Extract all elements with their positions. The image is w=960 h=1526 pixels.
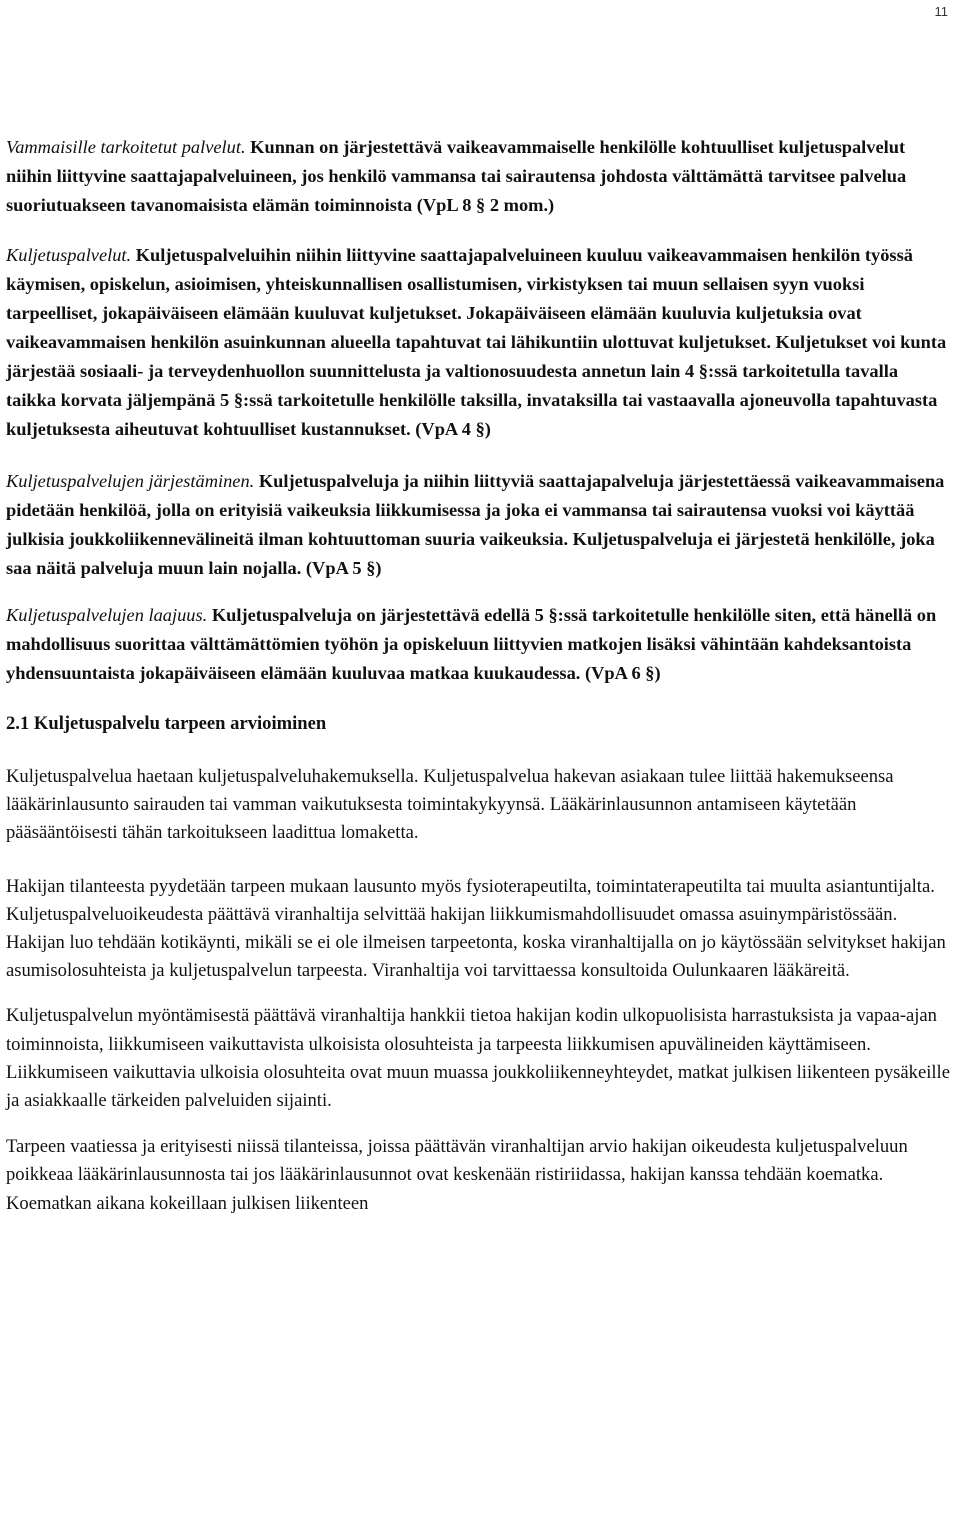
paragraph-kuljetuspalvelut (6, 241, 952, 444)
paragraph-koematka: Tarpeen vaatiessa ja erityisesti niissä tilanteissa, joissa päättävän viranhaltijan arvio hakijan oikeudesta kuljetuspalveluun poikkeaa lääkärinlausunnosta tai jos lääkärinlausunnot ovat keskenään ristiriidassa, hakijan kanssa tehdään koematka. Koematkan aikana kokeillaan julkisen liikenteen (6, 1136, 908, 1214)
lead-kuljetuspalvelut: Kuljetuspalvelut. (6, 245, 132, 265)
document-body (6, 133, 952, 1218)
paragraph-myontaminen: Kuljetuspalvelun myöntämisestä päättävä viranhaltija hankkii tietoa hakijan kodin ulkopuolisista harrastuksista ja vapaa-ajan toiminnoista, liikkumiseen vaikuttavista ulkoisista olosuhteista ja tarpeesta liikkumisen apuvälineiden käyttämiseen. Liikkumiseen vaikuttavia ulkoisia olosuhteita ovat muun muassa joukkoliikenneyhteydet, matkat julkisen liikenteen pysäkeille ja asiakkaalle tärkeiden palveluiden sijainti. (6, 1005, 950, 1112)
paragraph-hakijan-tilanne: Hakijan tilanteesta pyydetään tarpeen mukaan lausunto myös fysioterapeutilta, toimintaterapeutilta tai muulta asiantuntijalta. Kuljetuspalveluoikeudesta päättävä viranhaltija selvittää hakijan liikkumismahdollisuudet omassa asuinympäristössään. Hakijan luo tehdään kotikäynti, mikäli se ei ole ilmeisen tarpeetonta, koska viranhaltijalla on jo käytössään selvitykset hakijan asumisolosuhteista ja kuljetuspalvelun tarpeesta. Viranhaltija voi tarvittaessa konsultoida Oulunkaaren lääkäreitä. (6, 875, 946, 982)
section-heading: 2.1 Kuljetuspalvelu tarpeen arvioiminen (6, 713, 327, 734)
lead-jarjestaminen: Kuljetuspalvelujen järjestäminen. (6, 471, 255, 491)
paragraph-laajuus (6, 601, 952, 688)
text-jarjestaminen: Kuljetuspalveluja ja niihin liittyviä saattajapalveluja järjestettäessä vaikeavammaisena pidetään henkilöä, jolla on erityisiä vaikeuksia liikkumisessa ja joka ei vammansa tai sairautensa vuoksi voi käyttää julkisia joukkoliikennevälineitä ilman kohtuuttoman suuria vaikeuksia. Kuljetuspalveluja ei järjestetä henkilölle, joka saa näitä palveluja muun lain nojalla. (VpA 5 §) (6, 471, 945, 578)
page-number: 11 (934, 4, 948, 19)
text-kuljetuspalvelut: Kuljetuspalveluihin niihin liittyvine saattajapalveluineen kuuluu vaikeavammaisen henkilön työssä käymisen, opiskelun, asioimisen, yhteiskunnallisen osallistumisen, virkistyksen tai muun sellaisen syyn vuoksi tarpeelliset, jokapäiväiseen elämään kuuluvat kuljetukset. Jokapäiväiseen elämään kuuluvia kuljetuksia ovat vaikeavammaisen henkilön asuinkunnan alueella tapahtuvat tai lähikuntiin ulottuvat kuljetukset. Kuljetukset voi kunta järjestää sosiaali- ja terveydenhuollon suunnittelusta ja valtionosuudesta annetun lain 4 §:ssä tarkoitetulla tavalla taikka korvata jäljempänä 5 §:ssä tarkoitetulle henkilölle taksilla, invataksilla tai vastaavalla ajoneuvolla tapahtuvasta kuljetuksesta aiheutuvat kohtuulliset kustannukset. (VpA 4 §) (6, 245, 947, 439)
lead-vammaisille: Vammaisille tarkoitetut palvelut. (6, 137, 246, 157)
lead-laajuus: Kuljetuspalvelujen laajuus. (6, 605, 208, 625)
paragraph-jarjestaminen (6, 467, 952, 583)
text-vammaisille: Kunnan on järjestettävä vaikeavammaiselle henkilölle kohtuulliset kuljetuspalvelut niihin liittyvine saattajapalveluineen, jos henkilö vammansa tai sairautensa johdosta välttämättä tarvitsee palvelua suoriutuakseen tavanomaisista elämän toiminnoista (VpL 8 § 2 mom.) (6, 137, 907, 215)
paragraph-vammaisille (6, 133, 952, 220)
paragraph-hakemus: Kuljetuspalvelua haetaan kuljetuspalveluhakemuksella. Kuljetuspalvelua hakevan asiakaan tulee liittää hakemukseensa lääkärinlausunto sairauden tai vamman vaikutuksesta toimintakykyynsä. Lääkärinlausunnon antamiseen käytetään pääsääntöisesti tähän tarkoitukseen laadittua lomaketta. (6, 766, 894, 844)
text-laajuus: Kuljetuspalveluja on järjestettävä edellä 5 §:ssä tarkoitetulle henkilölle siten, että hänellä on mahdollisuus suorittaa välttämättömien työhön ja opiskeluun liittyvien matkojen lisäksi vähintään kahdeksantoista yhdensuuntaista jokapäiväiseen elämään kuuluvaa matkaa kuukaudessa. (VpA 6 §) (6, 605, 937, 683)
